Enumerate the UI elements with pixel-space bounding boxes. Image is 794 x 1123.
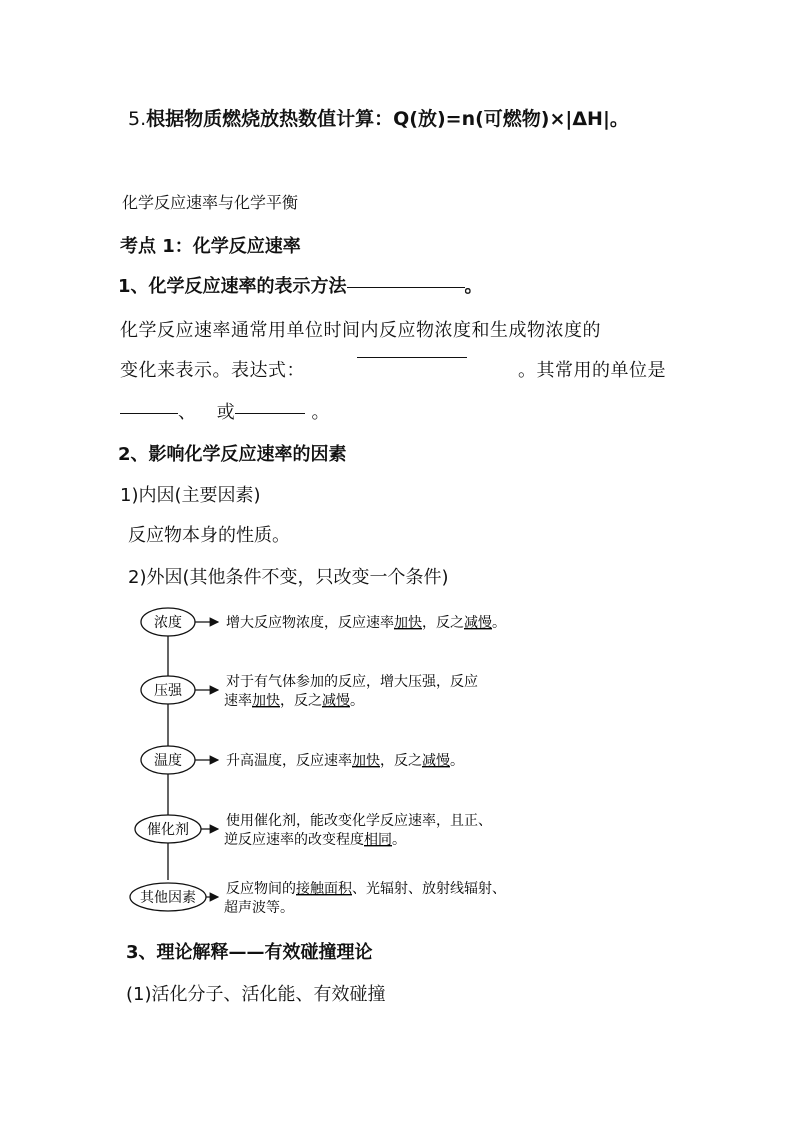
- factor-3: [135, 812, 492, 848]
- fill-blank: [347, 286, 465, 288]
- or-word: 或: [216, 402, 236, 423]
- section-1-heading: [118, 272, 483, 298]
- paragraph-line-2: [120, 356, 666, 382]
- factor-0: [141, 608, 506, 636]
- unit-label: 。其常用的单位是: [518, 360, 666, 381]
- expression-label: 变化来表示。表达式：: [120, 360, 305, 381]
- paragraph-line-3: [120, 398, 330, 424]
- document-title: 化学反应速率与化学平衡: [122, 193, 299, 212]
- factor-name: 催化剂: [147, 822, 189, 838]
- factor-desc-line: 反应物间的接触面积、光辐射、放射线辐射、: [226, 881, 506, 897]
- separator: 、: [178, 402, 197, 423]
- factor-desc-line: 超声波等。: [224, 900, 294, 916]
- factor-name: 浓度: [154, 615, 182, 631]
- fill-blank: [235, 412, 305, 414]
- internal-factor-desc: 反应物本身的性质。: [128, 525, 290, 546]
- line-end: 。: [311, 402, 330, 423]
- factor-4: [130, 880, 506, 916]
- paragraph-line-1: 化学反应速率通常用单位时间内反应物浓度和生成物浓度的: [120, 320, 601, 341]
- fill-blank: [357, 356, 467, 358]
- section-3-heading: 3、理论解释——有效碰撞理论: [126, 942, 373, 963]
- formula: Q(放)=n(可燃物)×|ΔH|: [393, 108, 610, 130]
- section-2-heading: 2、影响化学反应速率的因素: [118, 444, 347, 465]
- section-1-title: 1、化学反应速率的表示方法: [118, 276, 347, 297]
- factor-name: 温度: [154, 753, 182, 769]
- formula-end: 。: [609, 108, 629, 130]
- factor-name: 其他因素: [140, 890, 196, 906]
- internal-factor: 1)内因(主要因素): [120, 485, 261, 506]
- factor-diagram: [120, 600, 550, 930]
- item-number: 5.: [128, 108, 147, 130]
- section-3-item-1: (1)活化分子、活化能、有效碰撞: [126, 984, 386, 1005]
- factor-desc-line: 逆反应速率的改变程度相同。: [224, 832, 406, 848]
- factor-desc-line: 增大反应物浓度，反应速率加快，反之减慢。: [226, 615, 506, 631]
- formula-label: 根据物质燃烧放热数值计算：: [146, 108, 394, 130]
- formula-line: [128, 104, 629, 131]
- factor-desc-line: 速率加快，反之减慢。: [224, 693, 364, 709]
- external-factor: 2)外因(其他条件不变，只改变一个条件): [128, 567, 449, 588]
- factor-2: [141, 746, 464, 774]
- factor-desc-line: 升高温度，反应速率加快，反之减慢。: [226, 753, 464, 769]
- factor-desc-line: 对于有气体参加的反应，增大压强，反应: [226, 674, 478, 690]
- fill-blank: [120, 412, 178, 414]
- factor-1: [141, 673, 478, 709]
- section-1-end: 。: [464, 276, 483, 297]
- factor-desc-line: 使用催化剂，能改变化学反应速率，且正、: [226, 813, 492, 829]
- factor-name: 压强: [154, 683, 182, 699]
- key-point-heading: 考点 1：化学反应速率: [120, 236, 301, 257]
